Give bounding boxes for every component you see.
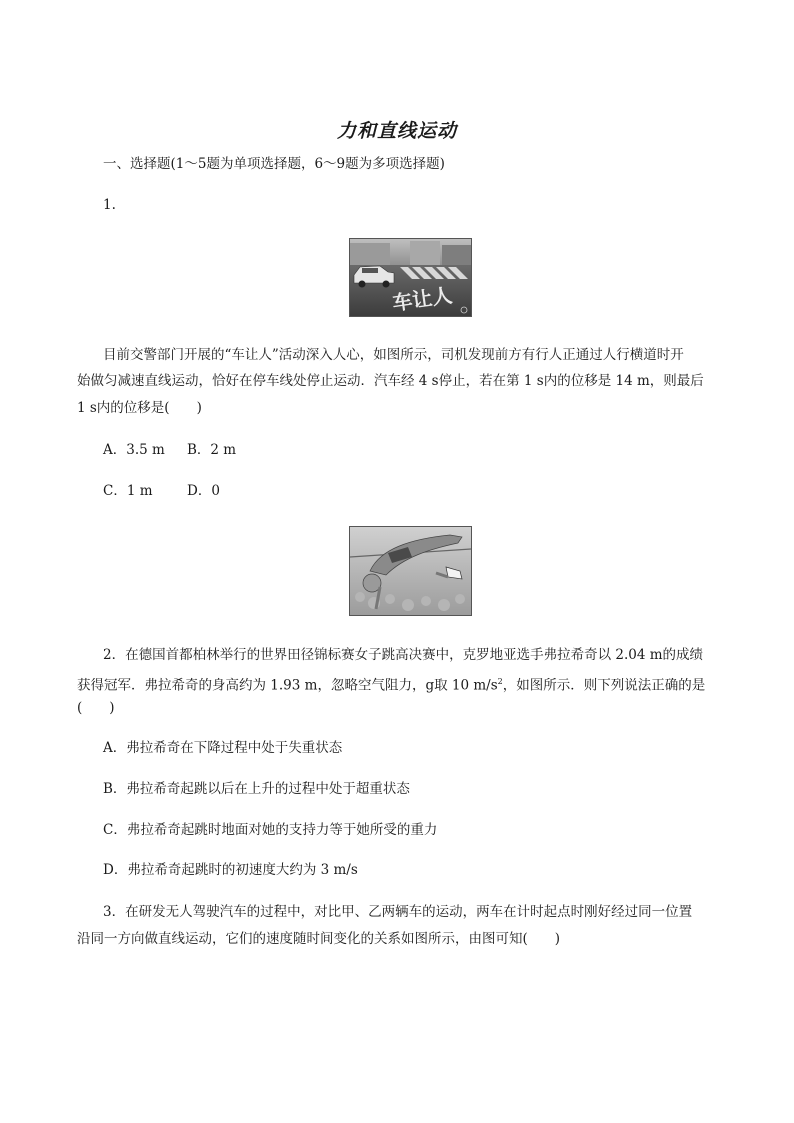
q1-text-line1: 目前交警部门开展的“车让人”活动深入人心，如图所示，司机发现前方有行人正通过人行横道时开 [103,347,684,363]
q1-text-line3: 1 s内的位移是( ) [77,400,202,416]
high-jumper-illustration [350,527,471,615]
q2-superscript: 2 [497,677,503,686]
q1-text-line2: 始做匀减速直线运动，恰好在停车线处停止运动．汽车经 4 s停止，若在第 1 s内的位移是 14 m，则最后 [77,373,704,389]
q3-text-line1: 3．在研发无人驾驶汽车的过程中，对比甲、乙两辆车的运动，两车在计时起点时刚好经过同一位置 [103,904,693,920]
q2-text-line2-part1: 获得冠军．弗拉希奇的身高约为 1.93 m，忽略空气阻力，g取 10 m/s [77,677,498,694]
q2-option-c: C．弗拉希奇起跳时地面对她的支持力等于她所受的重力 [103,822,438,838]
q2-text-line1: 2．在德国首都柏林举行的世界田径锦标赛女子跳高决赛中，克罗地亚选手弗拉希奇以 2.04 m的成绩 [103,647,704,663]
q2-text-line2 [77,673,705,695]
q2-text-line2-part2: ，如图所示．则下列说法正确的是 [502,677,706,694]
q2-option-b: B．弗拉希奇起跳以后在上升的过程中处于超重状态 [103,781,410,797]
q2-option-d: D．弗拉希奇起跳时的初速度大约为 3 m/s [103,862,358,878]
q1-option-d: D．0 [187,483,220,499]
section-header: 一、选择题(1～5题为单项选择题，6～9题为多项选择题) [103,156,445,172]
q2-photo-high-jumper [349,526,472,616]
q1-option-a: A．3.5 m [103,442,165,458]
q1-option-b: B．2 m [187,442,237,458]
page-title: 力和直线运动 [336,120,457,142]
q3-text-line2: 沿同一方向做直线运动，它们的速度随时间变化的关系如图所示，由图可知( ) [77,931,561,947]
svg-text:车让人: 车让人 [390,283,454,316]
q1-photo-car-crosswalk [349,238,472,317]
q1-option-c: C．1 m [103,483,153,499]
q2-text-line3: ( ) [77,700,115,716]
car-crosswalk-illustration [350,239,471,316]
q1-number: 1. [103,197,116,213]
q2-option-a: A．弗拉希奇在下降过程中处于失重状态 [103,740,343,756]
